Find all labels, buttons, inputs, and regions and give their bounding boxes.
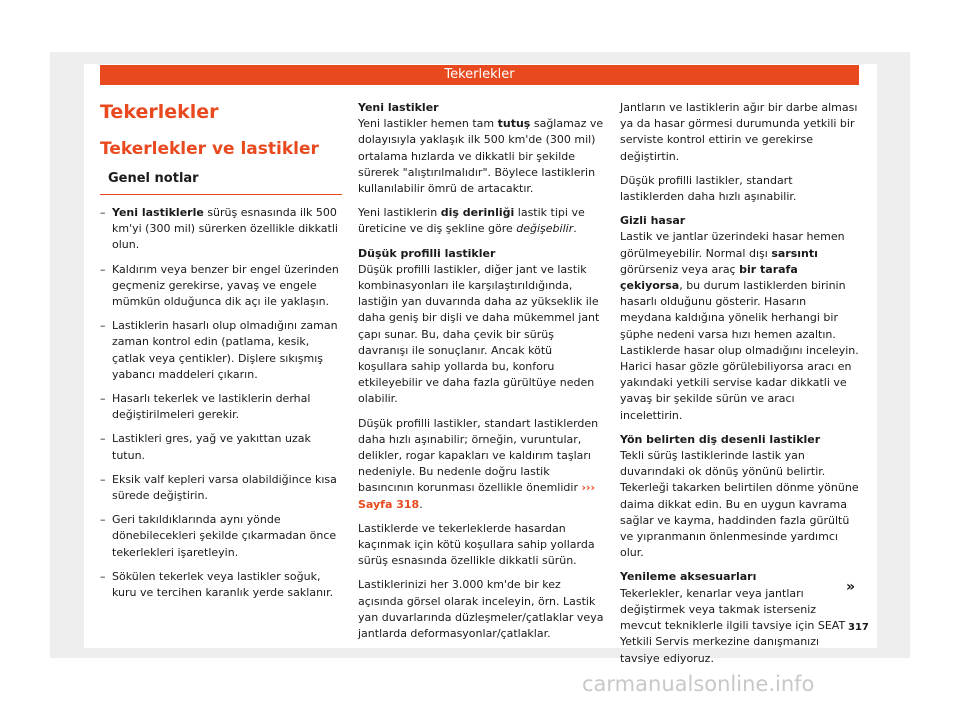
watermark: carmanualsonline.info bbox=[582, 672, 815, 696]
heading-directional: Yön belirten diş desenli lastikler bbox=[620, 432, 821, 446]
item-text: Lastikleri gres, yağ ve yakıttan uzak tutun. bbox=[112, 432, 311, 462]
heading-accessories: Yenileme aksesuarları bbox=[620, 570, 757, 584]
header-bar: Tekerlekler bbox=[100, 65, 859, 85]
text-italic: değişebilir bbox=[516, 222, 574, 236]
item-bold: Yeni lastiklerle bbox=[112, 206, 204, 219]
section-title: Tekerlekler ve lastikler bbox=[100, 139, 319, 159]
text: Düşük profilli lastikler, standart lastiklerden daha hızlı aşınabilir; örneğin, vuruntular, delikler, rogar kapakları ve kaldırım taşları nedeniyle. Bu nedenle doğru lastik basıncının korunması özellikle önemlidir bbox=[358, 416, 599, 495]
heading-low-profile: Düşük profilli lastikler bbox=[358, 246, 496, 260]
item-text: Eksik valf kepleri varsa olabildiğince kısa sürede değiştirin. bbox=[112, 472, 337, 503]
text: . bbox=[573, 222, 577, 236]
column-3 bbox=[620, 100, 860, 675]
page-number: 317 bbox=[848, 622, 869, 633]
text-bold: sarsıntı bbox=[771, 246, 818, 260]
text-bold: diş derinliği bbox=[440, 206, 515, 220]
item-text: Lastiklerin hasarlı olup olmadığını zaman zaman kontrol edin (patlama, kesik, çatlak veya çentikler). Dişlere sıkışmış yabancı maddeleri çıkarın. bbox=[112, 319, 338, 381]
item-text: Hasarlı tekerlek ve lastiklerin derhal değiştirilmeleri gerekir. bbox=[112, 392, 311, 422]
text: görürseniz veya araç bbox=[620, 262, 740, 276]
text-bold: tutuş bbox=[497, 117, 531, 131]
paragraph: Lastiklerde ve tekerleklerde hasardan kaçınmak için kötü koşullara sahip yollarda sürüş esnasında özellikle dikkatli sürün. bbox=[358, 521, 595, 568]
item-text: Geri takıldıklarında aynı yönde dönebilecekleri şekilde çıkarmadan önce tekerlekleri işaretleyin. bbox=[112, 513, 337, 559]
column-2 bbox=[358, 100, 604, 650]
item-text: sürüş esnasında ilk 500 km'yi (300 mil) sürerken özellikle dikkatli olun. bbox=[112, 206, 338, 252]
heading-new-tires: Yeni lastikler bbox=[358, 101, 439, 114]
paragraph: Düşük profilli lastikler, standart lastiklerden daha hızlı aşınabilir. bbox=[620, 173, 797, 204]
paragraph: Lastiklerinizi her 3.000 km'de bir kez açısında görsel olarak inceleyin, örn. Lastik yan duvarlarında düzleşmeler/çatlaklar veya jantlarda deformasyonlar/çatlaklar. bbox=[358, 578, 604, 641]
item-text: Kaldırım veya benzer bir engel üzerinden geçmeniz gerekirse, yavaş ve engele mümkün olduğunca dik açı ile yaklaşın. bbox=[112, 262, 339, 309]
column-1 bbox=[100, 100, 342, 609]
paragraph: Tekerlekler, kenarlar veya jantları değiştirmek veya takmak isterseniz mevcut tekniklerle ilgili tavsiye için SEAT Yetkili Servis merkezine danışmanızı tavsiye ediyoruz. bbox=[620, 586, 846, 665]
list-item: – Geri takıldıklarında aynı yönde dönebilecekleri şekilde çıkarmadan önce tekerlekleri işaretleyin. bbox=[100, 513, 337, 559]
list-item: – Yeni lastiklerle sürüş esnasında ilk 500 km'yi (300 mil) sürerken özellikle dikkatli olun. bbox=[100, 206, 338, 252]
paragraph: Tekli sürüş lastiklerinde lastik yan duvarındaki ok dönüş yönünü belirtir. Tekerleği takarken belirtilen dönme yönüne daima dikkat edin. Bu en uygun kavrama sağlar ve kayma, haddinden fazla gürültü ve yıpranmanın önlenmesinde yardımcı olur. bbox=[620, 449, 859, 560]
divider bbox=[100, 194, 342, 195]
paragraph bbox=[358, 205, 604, 237]
text: . bbox=[419, 497, 423, 511]
list-item: – Lastikleri gres, yağ ve yakıttan uzak tutun. bbox=[100, 432, 311, 462]
paragraph bbox=[620, 229, 860, 423]
list-item: – Eksik valf kepleri varsa olabildiğince kısa sürede değiştirin. bbox=[100, 472, 337, 503]
subsection-title: Genel notlar bbox=[108, 171, 199, 186]
paragraph: Düşük profilli lastikler, diğer jant ve lastik kombinasyonları ile karşılaştırıldığında, lastiğin yan duvarında daha az yükseklik ile daha geniş bir dişli ve daha mükemmel jant çapı sunar. Bu, daha çevik bir sürüş davranışı ile sonuçlanır. Ancak kötü koşullara sahip yollarda bu, konforu etkileyebilir ve daha fazla gürültüye neden olabilir. bbox=[358, 262, 600, 406]
page-reference-link[interactable]: ››› Sayfa 318 bbox=[358, 481, 596, 511]
text: lastik tipi ve üreticine ve diş şekline göre bbox=[358, 206, 585, 236]
text: Lastik ve jantlar üzerindeki hasar hemen görülmeyebilir. Normal dışı bbox=[620, 230, 845, 260]
heading-hidden-damage: Gizli hasar bbox=[620, 214, 686, 228]
list-item: – Hasarlı tekerlek ve lastiklerin derhal değiştirilmeleri gerekir. bbox=[100, 392, 311, 422]
continue-arrow-icon: » bbox=[846, 579, 856, 595]
paragraph bbox=[358, 416, 604, 513]
list-item: – Sökülen tekerlek veya lastikler soğuk, kuru ve tercihen karanlık yerde saklanır. bbox=[100, 569, 334, 600]
text-bold: bir tarafa çekiyorsa bbox=[620, 262, 798, 293]
text: Yeni lastiklerin bbox=[358, 206, 441, 220]
page-title: Tekerlekler bbox=[100, 101, 219, 123]
text: sağlamaz ve dolayısıyla yaklaşık ilk 500 km'de (300 mil) ortalama hızlarda ve dikkatli bir şekilde sürerek "alıştırılmalıdır". Böylece lastiklerin kullanılabilir ömrü de artacaktır. bbox=[358, 117, 604, 196]
text: , bu durum lastiklerden birinin hasarlı olduğunu gösterir. Hasarın meydana kaldığına yönelik herhangi bir şüphe nedeni varsa hızı hemen azaltın. Lastiklerde hasar olup olmadığını inceleyin. Harici hasar gözle görülebiliyorsa aracı en yakındaki yetkili servise kadar dikkatli ve yavaş bir şekilde sürün ve aracı incelettirin. bbox=[620, 279, 859, 422]
notes-list bbox=[100, 205, 342, 601]
paragraph: Jantların ve lastiklerin ağır bir darbe alması ya da hasar görmesi durumunda yetkili bir serviste kontrol ettirin ve gerekirse değiştirtin. bbox=[620, 101, 858, 163]
list-item: – Lastiklerin hasarlı olup olmadığını zaman zaman kontrol edin (patlama, kesik, çatlak veya çentikler). Dişlere sıkışmış yabancı maddeleri çıkarın. bbox=[100, 319, 338, 381]
list-item: – Kaldırım veya benzer bir engel üzerinden geçmeniz gerekirse, yavaş ve engele mümkün olduğunca dik açı ile yaklaşın. bbox=[100, 262, 339, 309]
item-text: Sökülen tekerlek veya lastikler soğuk, kuru ve tercihen karanlık yerde saklanır. bbox=[112, 569, 334, 600]
text: Yeni lastikler hemen tam bbox=[358, 117, 498, 131]
paragraph bbox=[358, 116, 604, 197]
